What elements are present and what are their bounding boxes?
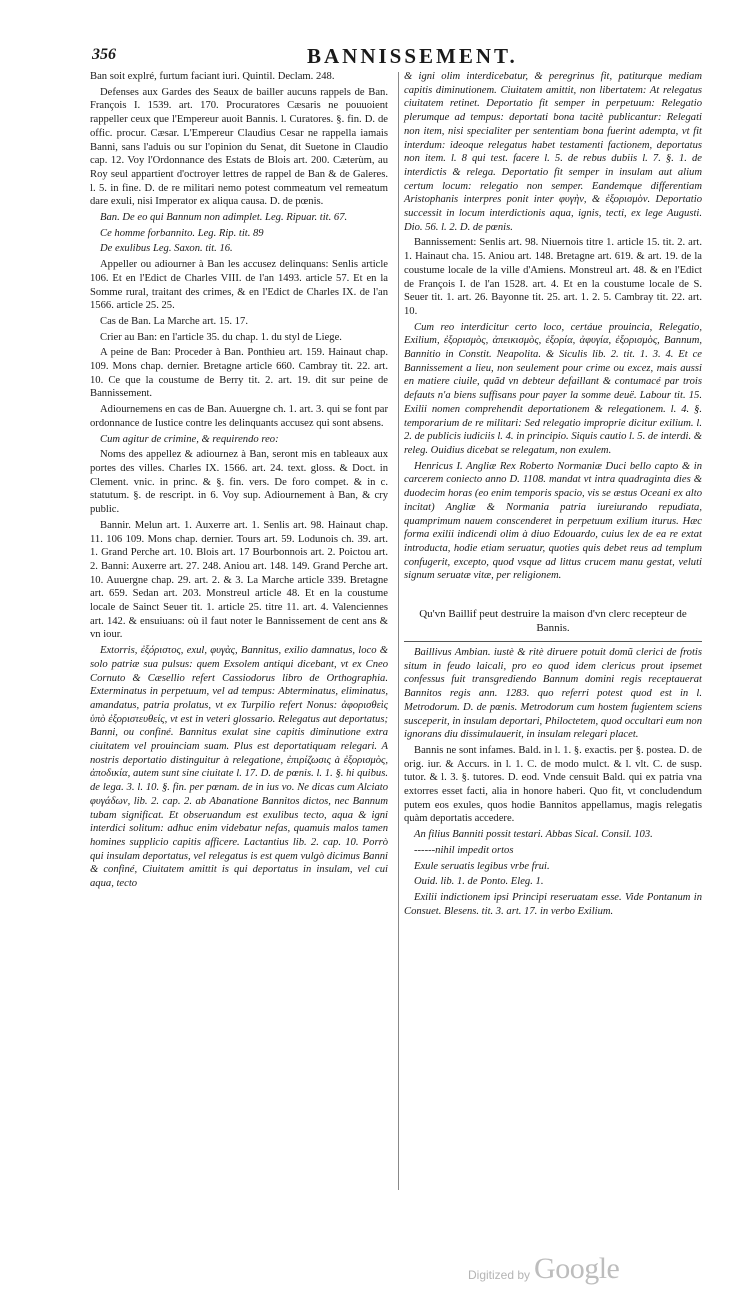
- digitized-by-label: Digitized by: [468, 1268, 531, 1282]
- right-column-text: [404, 70, 702, 583]
- running-title: BANNISSEMENT.: [307, 44, 518, 68]
- page-number: 356: [92, 46, 116, 63]
- paragraph: Henricus I. Angliæ Rex Roberto Normaniæ Duci bello capto & in carcerem coniecto anno D. 1108. mandat vt intra quadraginta dies & duodecim horas (eo enim temporis spacio, vis se æstus Oceani ex alto incitat) Angliæ & Normania patria iureiurando repudiata, quamprimum nauem conscenderet in perpetuum exilium iturus. Hæc forma exilii indicendi olim à diuo Edouardo, cuius lex de ea re extat introducta, hodie etiam seruatur, quoties quis debet reus ad templum confugerit, excepto, quod vsque ad littus crucem manu gestat, veluti signum seruatæ vitæ, per religionem.: [404, 460, 702, 582]
- paragraph: Cas de Ban. La Marche art. 15. 17.: [100, 315, 248, 327]
- paragraph: Noms des appellez & adiournez à Ban, seront mis en tableaux aux portes des villes. Charles IX. 1566. art. 24. text. gloss. & Doct. in Clement. vnic. in princ. & §. fin. vers. De foro compet. & in c. statutum. §. de rescript. in 6. Voy sup. Adiournement à Ban, & cry public.: [90, 449, 388, 516]
- page-header: [92, 44, 692, 70]
- paragraph: Cum reo interdicitur certo loco, certáue prouincia, Relegatio, Exilium, ἐξορισμὸς, ἀπεικισμὸς, ἐξορία, ἀφυγία, ἐξορισμὸς, Bannum, Bannitio in Constit. Neapolita. & Siculis lib. 2. tit. 1. 3. 4. Et ce Bannissement a lieu, non seulement pour crime ou excez, mais aussi en matiere ciuile, quãd vn debteur defaillant & contumacé par trois defauts n'a biens suffisans pour payer la somme deuë. Labour tit. 15. Exilii nomen comprehendit deportationem & relegationem. l. 4. §. temporarium de re militari: Sed relegatio improprie dicitur exilium. l. 2. de publicis iudiciis l. 4. in principio. Siquis cautio l. 5. de interdi. & releg. Ouidius dicebat se relegatum, non exulem.: [404, 321, 702, 456]
- paragraph: Exule seruatis legibus vrbe frui.: [414, 860, 550, 872]
- paragraph: Baillivus Ambian. iustè & ritè diruere potuit domũ clerici de frotis situm in feudo laicali, pro eo quod idem clericus prout ipsemet confessus fuit transgrediendo Bannum domini regis receptauerat Bannitos regis ann. 1283. quo referri potest quod est in l. Metrodorum. D. de pœnis. Metrodorum cum hostem fugientem sciens susceperit, in insulam deportari, Philoctetem, quod occultari eum non ignorans diu dissimulauerit, in insulam relegari placet.: [404, 647, 702, 741]
- paragraph: De exulibus Leg. Saxon. tit. 16.: [100, 243, 233, 255]
- section-heading: Qu'vn Baillif peut destruire la maison d'vn clerc recepteur de Bannis.: [404, 607, 702, 642]
- digitized-footer: [468, 1252, 619, 1286]
- right-column: [404, 70, 702, 920]
- paragraph: Ce homme forbannito. Leg. Rip. tit. 89: [100, 227, 264, 239]
- paragraph: Defenses aux Gardes des Seaux de bailler aucuns rappels de Ban. François I. 1539. art. 170. Procuratores Cæsaris ne pouuoient rappeller ceux que l'Empereur auoit Bannis. l. Curatores. §. fin. D. de offic. procur. Cæsar. L'Empereur Claudius Cesar ne rappella iamais Banni, sans l'aduis ou sur l'opinion du Senat, dit Suetone in Claudio cap. 12. Voy l'Ordonnance des Estats de Blois art. 200. Cæterùm, au Roy seul appartient d'octroyer lettres de rappel de Ban & de Galeres. l. 5. in fine. D. de re militari nemo potest commeatum vel remeatum dare exuli, nisi Imperator ex aliqua causa. D. de pœnis.: [90, 86, 388, 208]
- paragraph: Cum agitur de crimine, & requirendo reo:: [100, 433, 279, 445]
- paragraph: A peine de Ban: Proceder à Ban. Ponthieu art. 159. Hainaut chap. 109. Mons chap. dernier. Bretagne article 660. Cambray tit. 22. art. 10. Ce que la coustume de Berry tit. 2. art. 19. dit sur peine de Bannissement.: [90, 347, 388, 400]
- paragraph: ------nihil impedit ortos: [414, 844, 514, 856]
- paragraph: Bannis ne sont infames. Bald. in l. 1. §. exactis. per §. postea. D. de orig. iur. & Accurs. in l. 1. C. de modo mulct. & l. vlt. C. de susp. tutor. & l. 3. §. tutores. D. eod. Vnde censuit Bald. qui ex patria vna extorres esset facti, alia in honore haberi. Quo fit, vt concludendum putem eos exules, quos hodie Bannitos appellamus, magis relegatis quàm deportatis accedere.: [404, 744, 702, 825]
- left-column: [90, 70, 388, 893]
- paragraph: & igni olim interdicebatur, & peregrinus fit, patiturque mediam capitis diminutionem. Ciuitatem amittit, non libertatem: At relegatus ciuitatem retinet. Deportatio fit semper in perpetuum: Relegatio plerumque ad tempus: deportati bona tacitè publicantur: Relegati non item, nisi specialiter per sententiam bona fuerint adempta, vt fit interdum: ideoque relegatus habet testamenti factionem, deportatus non item. l. 8 qui test. facere l. 5. de rebus dubiis l. 7. §. 1. de interdictis & relega. Deportatio fit semper in insulam aut alium certum locum: relegatio non semper. Eandemque differentiam Aristophanis interpres ponit inter φυγὴν, & ἐξορισμὸν. Deportatio successit in locum interdictionis aqua, ignis, tecti, ex lege Augusti. Dio. 56. l. 2. D. de pœnis.: [404, 71, 702, 233]
- column-divider: [398, 72, 399, 1190]
- paragraph: An filius Banniti possit testari. Abbas Sical. Consil. 103.: [414, 829, 653, 841]
- paragraph: Appeller ou adiourner à Ban les accusez delinquans: Senlis article 106. Et en l'Edict de Charles VIII. de l'an 1493. article 57. Et en la Somme rural, traitant des crimes, & en l'Edict de Charles IX. de l'an 1566. article 25. 25.: [90, 259, 388, 312]
- paragraph: Ban soit explré, furtum faciant iuri. Quintil. Declam. 248.: [90, 71, 335, 82]
- paragraph: Adiournemens en cas de Ban. Auuergne ch. 1. art. 3. qui se font par ordonnance de Iustice contre les delinquants accusez qui sont absens.: [90, 404, 388, 429]
- google-logo: Google: [534, 1252, 620, 1285]
- paragraph: Bannissement: Senlis art. 98. Niuernois titre 1. article 15. tit. 2. art. 1. Hainaut cha. 15. Aniou art. 148. Bretagne art. 619. & art. 19. de la coustume locale de la ville d'Amiens. Monstreul art. 48. & en l'Edict de François I. de l'an 1528. art. 4. Et en la coustume locale de S. Seuer tit. 1. art. 26. Bayonne tit. 25. art. 1. 2. 5. Cambray tit. 22. art. 10.: [404, 237, 702, 317]
- paragraph: Ouid. lib. 1. de Ponto. Eleg. 1.: [414, 876, 544, 888]
- paragraph: Extorris, ἐξόριστος, exul, φυγὰς, Bannitus, exilio damnatus, loco & solo patriæ sua pulsus: quem Exsolem antiqui dicebant, vt ex Cneo Cornuto & Cæsellio refert Cassiodorus libro de Orthographia. Exterminatus in perpetuum, vel ad tempus: Abterminatus, eliminatus, amandatus, patria prolatus, vt ex Turpilio refert Nonus: ἀφορισθεὶς ὑπὸ ἐξοριστευθείς, vt est in veteri glossario. Relegatus aut deportatus; Banni, ou confiné. Bannitus exulat sine capitis diminutione extra ciuitatem vel prouinciam suam. Plus est deportatiquam relegari. A nostris deportatio distinguitur à relegatione, ἐπιρίζωσις à ἐξορισμὸς, ἀποδικία, autem sunt sine ciuitate l. 17. D. de pœnis. l. 1. §. hi quibus. de lega. 3. l. 10. §. fin. per pœnam. de in ius vo. Ne dicas cum Alciato φυγάδων, lib. 2. cap. 2. ab Abanatione Bannitos dictos, nec Bannum tubam significat. Et obseruandum est exulibus tecto, aqua & igni interdici solitum: adhuc enim videbatur nefas, quamuis malos tamen homines supplicio capitis afficere. Lactantius lib. 2. cap. 10. Porrò qui insulam deportatus, vel relegatus is est quem vulgò dicimus Banni & confiné, Ciuitatem amittit is qui deportatus in insulam, vel cui aqua, tecto: [90, 645, 388, 890]
- section-body: [404, 646, 702, 918]
- paragraph: Bannir. Melun art. 1. Auxerre art. 1. Senlis art. 98. Hainaut chap. 11. 106 109. Mons chap. dernier. Tours art. 59. Lodunois ch. 39. art. 1. Grand Perche art. 10. Blois art. 17 Bourbonnois art. 2. Poictou art. 2. Banni: Auxerre art. 27. 248. Aniou art. 148. 149. Grand Perche art. 10. Auuergne chap. 29. art. 2. & 3. La Marche article 339. Bretagne art. 659. Sedan art. 203. Monstreul article 48. Et en la coustume locale de Sainct Seuer tit. 1. article 25. titre 11. art. 4. Valenciennes art. 142. & ensuiuans: où il faut noter le Bannissement de cent ans & vn iour.: [90, 519, 388, 641]
- paragraph: Crier au Ban: en l'article 35. du chap. 1. du styl de Liege.: [100, 331, 342, 343]
- paragraph: Exilii indictionem ipsi Principi reseruatam esse. Vide Pontanum in Consuet. Blesens. tit. 3. art. 17. in verbo Exilium.: [404, 891, 702, 917]
- paragraph: Ban. De eo qui Bannum non adimplet. Leg. Ripuar. tit. 67.: [100, 212, 348, 224]
